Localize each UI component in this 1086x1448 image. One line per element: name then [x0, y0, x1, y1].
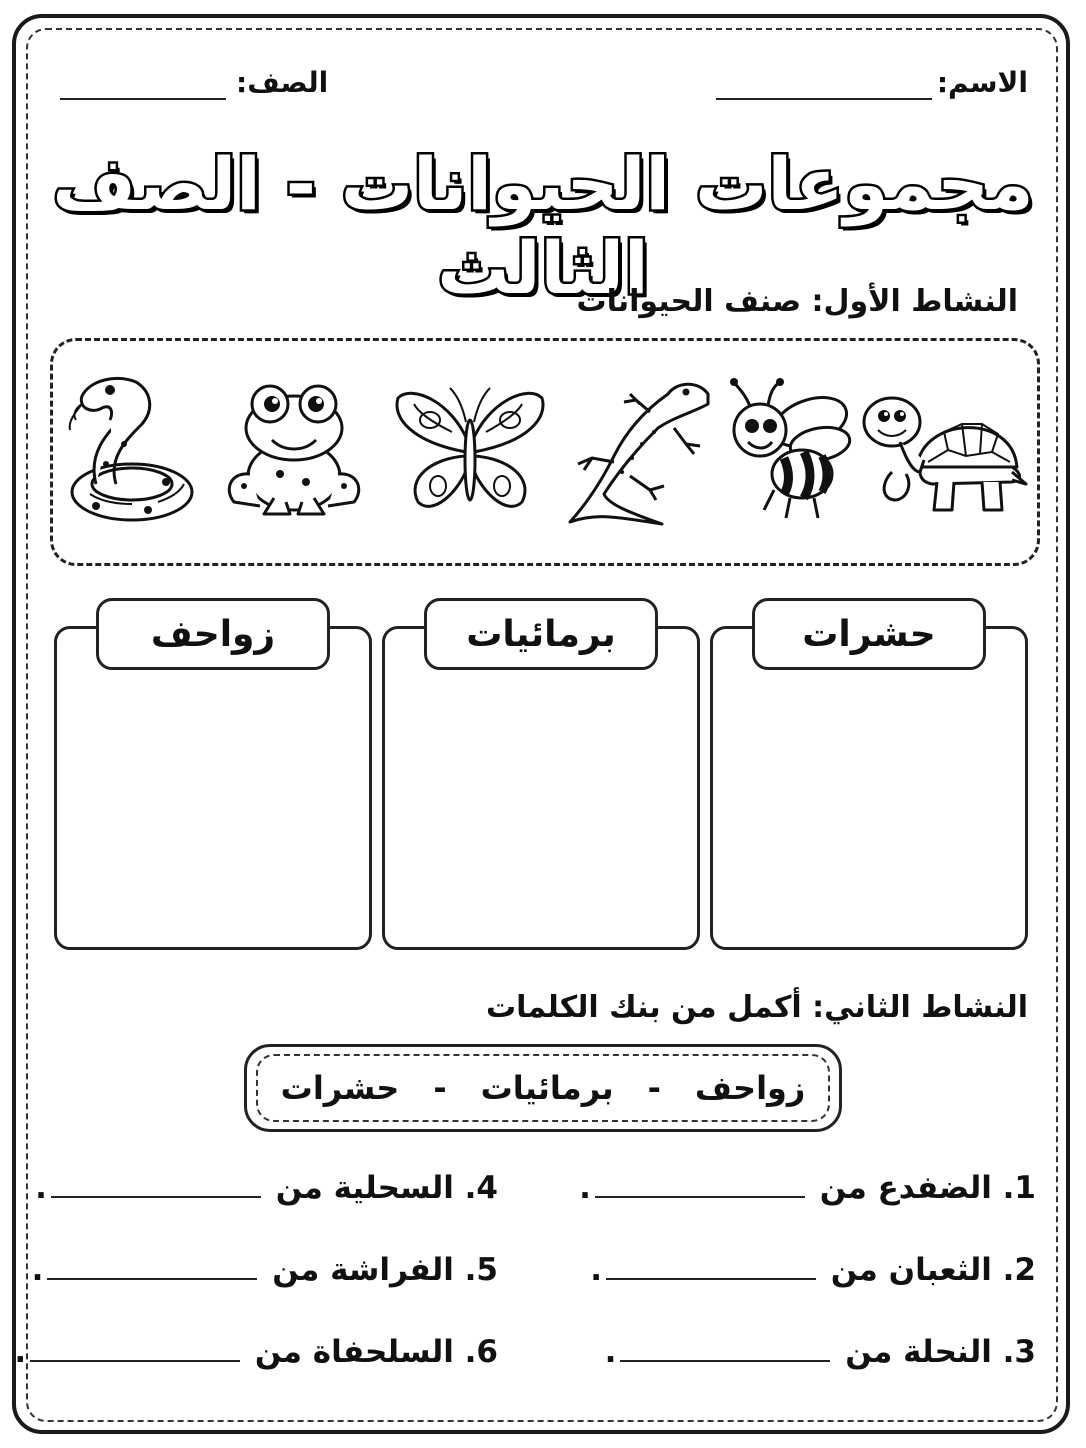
answer-blank[interactable] — [51, 1188, 261, 1198]
bee-icon — [724, 372, 858, 522]
butterfly-icon — [392, 382, 548, 518]
question-text: السحلية من — [275, 1170, 454, 1206]
answer-blank[interactable] — [620, 1352, 830, 1362]
answer-blank[interactable] — [595, 1188, 805, 1198]
end-mark: . — [31, 1252, 44, 1288]
name-label: الاسم: — [936, 66, 1028, 99]
frog-icon — [220, 378, 368, 518]
question-4 — [35, 1170, 498, 1206]
question-6 — [14, 1334, 498, 1370]
reptiles-box[interactable] — [54, 626, 372, 950]
word-bank-item: برمائيات — [480, 1069, 614, 1107]
amphibians-box[interactable] — [382, 626, 700, 950]
page-title: مجموعات الحيوانات - الصف الثالث — [52, 142, 1034, 310]
question-number: 1. — [1002, 1170, 1036, 1206]
answer-blank[interactable] — [30, 1352, 240, 1362]
word-bank-item: حشرات — [280, 1069, 400, 1107]
reptiles-label: زواحف — [96, 598, 330, 670]
question-number: 6. — [464, 1334, 498, 1370]
end-mark: . — [579, 1170, 591, 1206]
turtle-icon — [862, 372, 1028, 522]
end-mark: . — [590, 1252, 602, 1288]
name-field[interactable] — [716, 98, 932, 100]
question-text: الثعبان من — [830, 1252, 992, 1288]
word-bank-separator: - — [647, 1069, 661, 1107]
class-label: الصف: — [236, 66, 329, 99]
word-bank-item: زواحف — [694, 1069, 806, 1107]
insects-label: حشرات — [752, 598, 986, 670]
end-mark: . — [604, 1334, 617, 1370]
question-1 — [579, 1170, 1036, 1206]
question-number: 5. — [464, 1252, 498, 1288]
word-bank — [256, 1054, 830, 1122]
lizard-icon — [558, 372, 720, 536]
activity1-heading: النشاط الأول: صنف الحيوانات — [576, 284, 1018, 319]
activity2-heading: النشاط الثاني: أكمل من بنك الكلمات — [485, 990, 1028, 1025]
end-mark: . — [14, 1334, 27, 1370]
insects-box[interactable] — [710, 626, 1028, 950]
question-3 — [605, 1334, 1036, 1370]
question-5 — [32, 1252, 498, 1288]
word-bank-separator: - — [433, 1069, 447, 1107]
question-number: 3. — [1002, 1334, 1036, 1370]
class-field[interactable] — [60, 98, 226, 100]
question-text: السلحفاة من — [254, 1334, 454, 1370]
question-text: الضفدع من — [819, 1170, 992, 1206]
question-number: 4. — [464, 1170, 498, 1206]
answer-blank[interactable] — [606, 1270, 816, 1280]
question-number: 2. — [1002, 1252, 1036, 1288]
answer-blank[interactable] — [47, 1270, 257, 1280]
amphibians-label: برمائيات — [424, 598, 658, 670]
snake-icon — [66, 374, 198, 524]
question-text: النحلة من — [845, 1334, 992, 1370]
end-mark: . — [35, 1170, 47, 1206]
question-2 — [590, 1252, 1036, 1288]
question-text: الفراشة من — [272, 1252, 454, 1288]
